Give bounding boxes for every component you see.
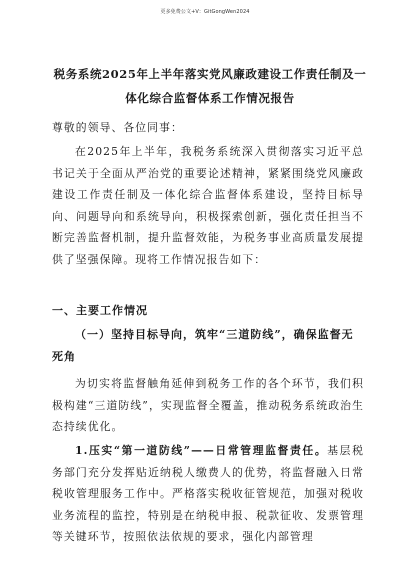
paragraph-body: 基层税务部门充分发挥贴近纳税人缴费人的优势，将监督融入日常税收管理服务工作中。严格落实税收征管规范，加强对税收业务流程的监控，特别是在纳税申报、税款征收、发票管理等关键环节，按照依法依规的要求，强化内部管理 [52, 444, 364, 543]
header-note: 更多免费公文+V：GitGongWen2024 [160, 9, 250, 15]
salutation: 尊敬的领导、各位同事： [52, 121, 183, 134]
document-title-line-1: 税务系统2025年上半年落实党风廉政建设工作责任制及一 [53, 67, 367, 81]
document-title-line-2: 体化综合监督体系工作情况报告 [125, 91, 295, 105]
body-paragraph-3 [52, 440, 364, 548]
subsection-heading: （一）坚持目标导向，筑牢“三道防线”，确保监督无死角 [52, 328, 354, 363]
paragraph-lead: 1.压实“第一道防线”——日常管理监督责任。 [75, 444, 328, 457]
intro-paragraph: 在2025年上半年，我税务系统深入贯彻落实习近平总书记关于全面从严治党的重要论述精神，紧紧围绕党风廉政建设工作责任制及一体化综合监督体系建设，坚持目标导向、问题导向和系统导向，积极探索创新，强化责任担当不断完善监督机制，提升监督效能，为税务事业高质量发展提供了坚强保障。现将工作情况报告如下： [52, 145, 364, 266]
section-heading: 一、主要工作情况 [52, 304, 148, 317]
body-paragraph-2: 为切实将监督触角延伸到税务工作的各个环节，我们积极构建“三道防线”，实现监督全覆盖，推动税务系统政治生态持续优化。 [52, 377, 364, 433]
